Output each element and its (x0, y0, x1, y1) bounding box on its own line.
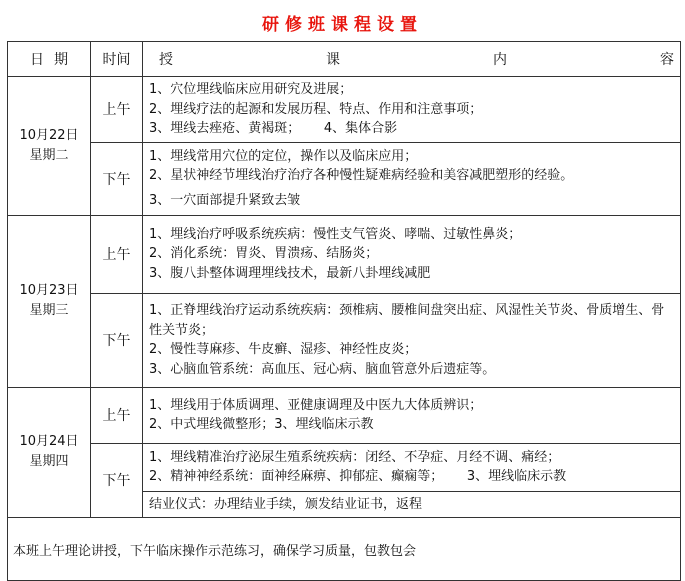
date-label: 10月22日 (19, 127, 79, 143)
session-row (8, 443, 681, 491)
closing-line: 结业仪式：办理结业手续，颁发结业证书，返程 (149, 496, 423, 512)
content-line: 2、星状神经节埋线治疗治疗各种慢性疑难病经验和美容减肥塑形的经验。 (149, 168, 574, 184)
content-cell (143, 443, 681, 491)
footer-row (8, 518, 681, 581)
page-title: 研修班课程设置 (262, 15, 423, 35)
content-line: 1、埋线治疗呼吸系统疾病：慢性支气管炎、哮喘、过敏性鼻炎； (149, 226, 522, 242)
session-row (8, 77, 681, 143)
header-date (8, 42, 91, 77)
time-cell: 下午 (91, 443, 143, 518)
header-content-char: 课 (326, 52, 340, 68)
content-line: 3、腹八卦整体调理埋线技术，最新八卦埋线减肥 (149, 265, 431, 281)
time-cell: 上午 (91, 77, 143, 143)
header-row (8, 42, 681, 77)
date-label: 10月23日 (19, 283, 79, 298)
header-content-char: 容 (660, 52, 674, 68)
content-line: 1、埋线精准治疗泌尿生殖系统疾病：闭经、不孕症、月经不调、痛经； (149, 449, 561, 465)
header-date-char: 期 (54, 52, 68, 68)
header-content-char: 内 (493, 52, 507, 68)
header-date-char: 日 (30, 52, 44, 68)
time-cell: 下午 (91, 142, 143, 215)
time-cell: 上午 (91, 215, 143, 293)
date-cell (8, 77, 91, 216)
content-line: 2、中式埋线微整形；3、埋线临床示教 (149, 417, 374, 432)
session-row (8, 387, 681, 443)
weekday-label: 星期二 (29, 147, 69, 163)
session-row (8, 293, 681, 387)
date-cell (8, 387, 91, 518)
content-line: 1、正脊埋线治疗运动系统疾病：颈椎病、腰椎间盘突出症、风湿性关节炎、骨质增生、骨性关节炎； (149, 303, 665, 338)
date-cell (8, 215, 91, 387)
content-cell (143, 387, 681, 443)
weekday-label: 星期三 (29, 303, 69, 318)
time-cell: 上午 (91, 387, 143, 443)
content-line: 2、慢性荨麻疹、牛皮癣、湿疹、神经性皮炎； (149, 342, 418, 357)
closing-cell (143, 491, 681, 518)
content-line: 3、心脑血管系统：高血压、冠心病、脑血管意外后遗症等。 (149, 361, 496, 377)
header-time: 时间 (91, 42, 143, 77)
content-cell (143, 215, 681, 293)
content-line: 2、精神神经系统：面神经麻痹、抑郁症、癫痫等； 3、埋线临床示教 (149, 469, 567, 484)
content-line: 2、消化系统：胃炎、胃溃疡、结肠炎； (149, 246, 379, 262)
header-content-char: 授 (159, 52, 173, 68)
schedule-table (7, 41, 681, 581)
content-line: 2、埋线疗法的起源和发展历程、特点、作用和注意事项； (149, 101, 483, 117)
header-content (143, 42, 681, 77)
content-line: 3、一穴面部提升紧致去皱 (149, 192, 301, 208)
footer-note: 本班上午理论讲授，下午临床操作示范练习，确保学习质量，包教包会 (8, 518, 681, 581)
content-line: 1、埋线常用穴位的定位，操作以及临床应用； (149, 148, 418, 164)
content-cell (143, 293, 681, 387)
content-cell (143, 77, 681, 143)
session-row (8, 142, 681, 215)
date-label: 10月24日 (19, 434, 79, 450)
session-row (8, 215, 681, 293)
weekday-label: 星期四 (29, 454, 69, 470)
time-cell: 下午 (91, 293, 143, 387)
content-line: 1、埋线用于体质调理、亚健康调理及中医九大体质辨识； (149, 397, 483, 413)
content-line: 3、埋线去痤疮、黄褐斑； 4、集体合影 (149, 121, 398, 136)
content-line: 1、穴位埋线临床应用研究及进展； (149, 82, 353, 97)
content-cell (143, 142, 681, 215)
